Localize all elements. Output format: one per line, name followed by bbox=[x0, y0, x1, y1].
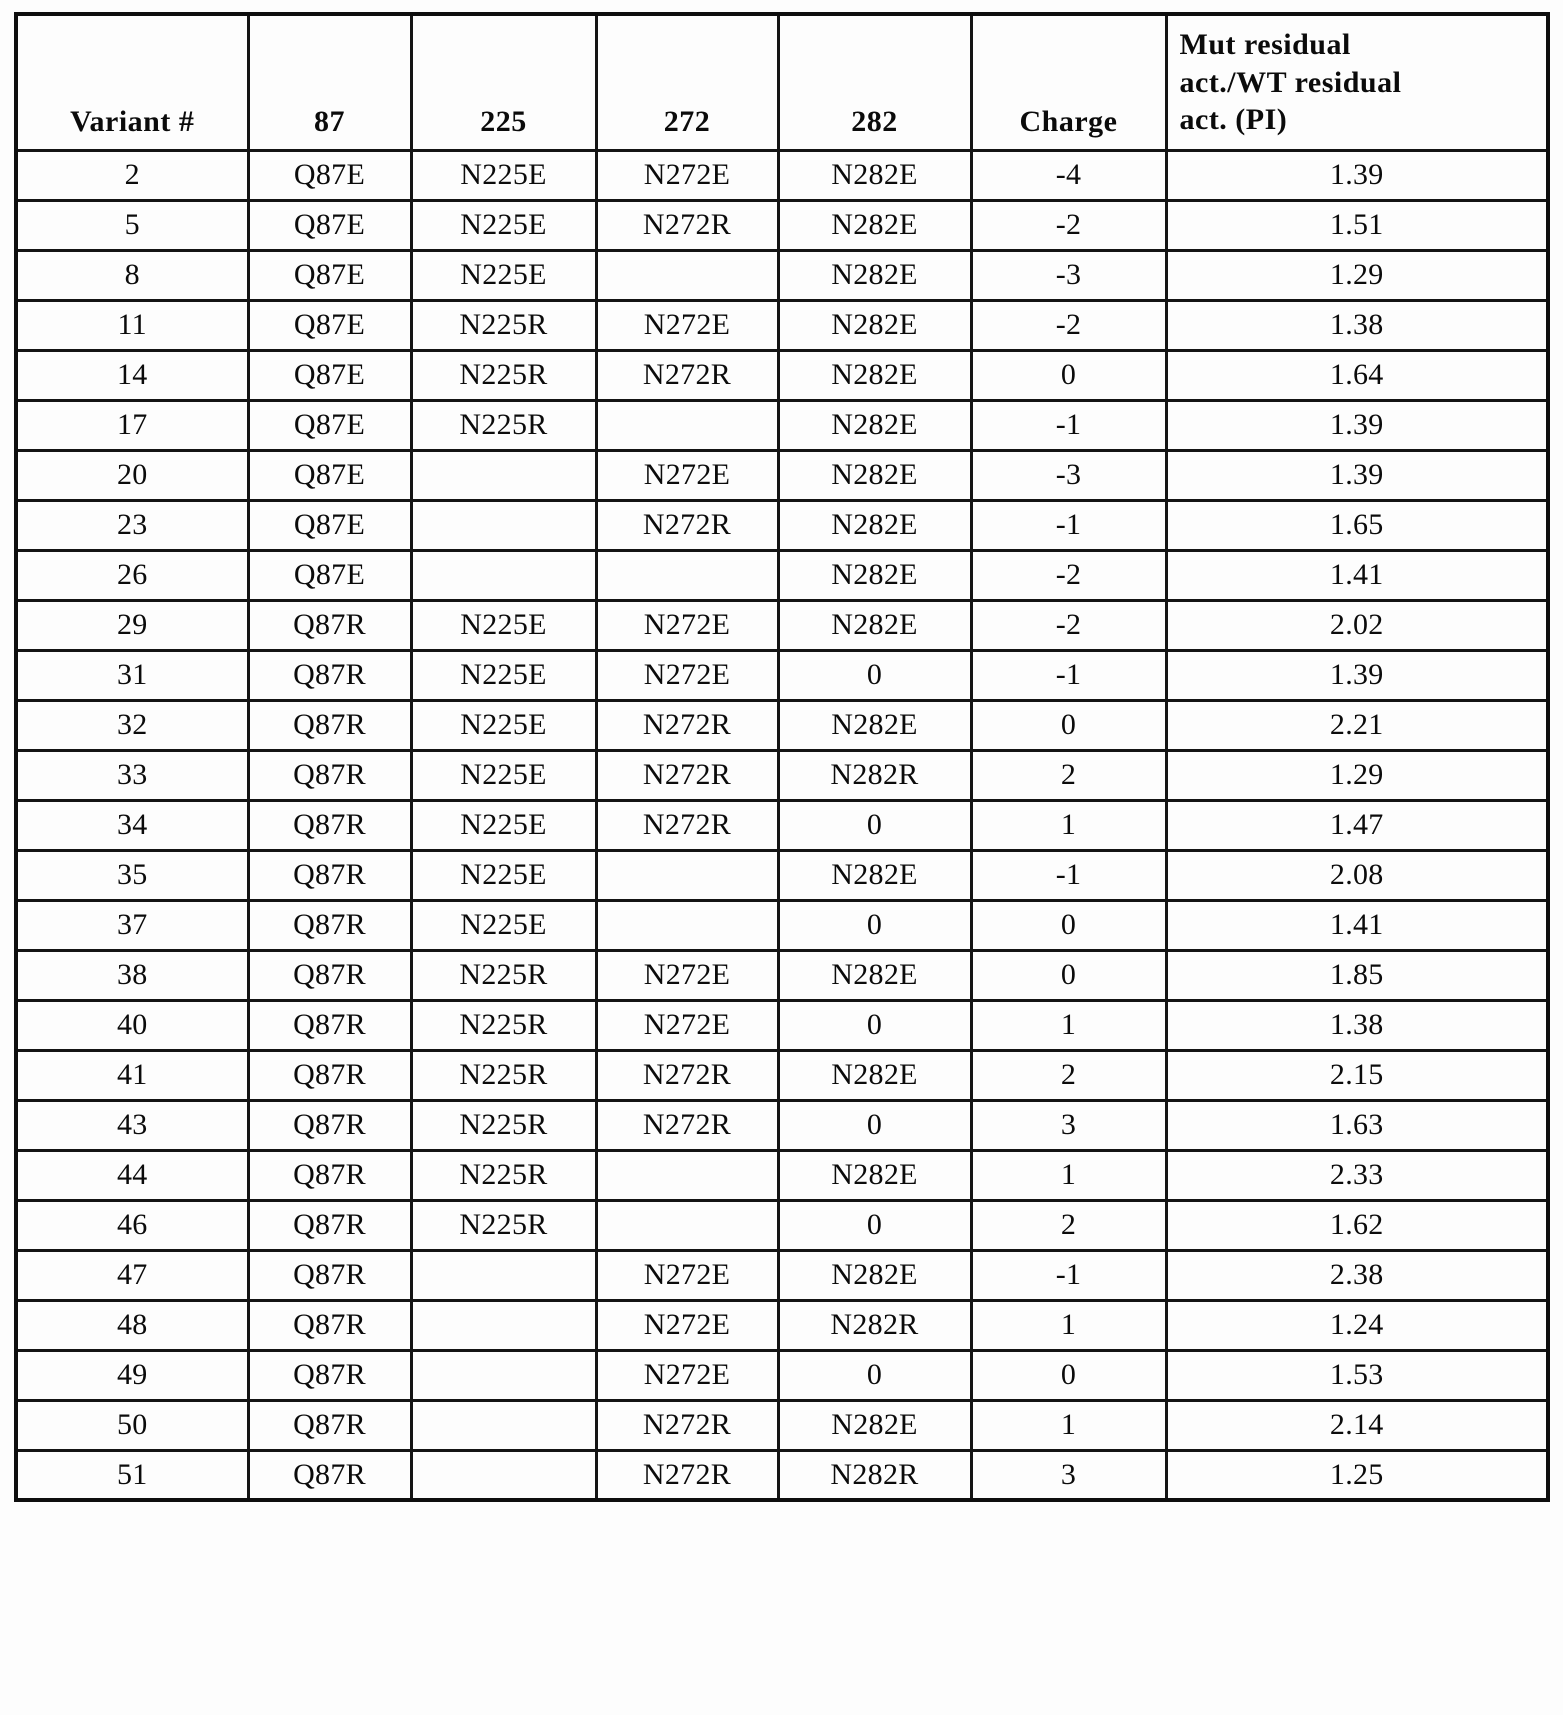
table-cell: N282E bbox=[778, 1250, 971, 1300]
table-cell: 1.47 bbox=[1166, 800, 1548, 850]
table-cell: 1.53 bbox=[1166, 1350, 1548, 1400]
table-cell: N225E bbox=[411, 650, 596, 700]
column-header-0: Variant # bbox=[16, 14, 248, 150]
table-cell: 0 bbox=[971, 700, 1166, 750]
table-cell: 1.24 bbox=[1166, 1300, 1548, 1350]
table-row bbox=[16, 1050, 1548, 1100]
table-cell: 0 bbox=[778, 1350, 971, 1400]
table-cell bbox=[596, 1150, 778, 1200]
table-cell: 0 bbox=[778, 900, 971, 950]
table-cell: N282E bbox=[778, 1150, 971, 1200]
table-cell: 2.21 bbox=[1166, 700, 1548, 750]
table-cell: N225R bbox=[411, 1100, 596, 1150]
table-cell: 1.51 bbox=[1166, 200, 1548, 250]
table-cell: N272E bbox=[596, 150, 778, 200]
table-cell bbox=[596, 550, 778, 600]
table-row bbox=[16, 700, 1548, 750]
table-cell: N272E bbox=[596, 600, 778, 650]
table-cell: 0 bbox=[971, 350, 1166, 400]
table-cell: N225E bbox=[411, 750, 596, 800]
table-cell: N225R bbox=[411, 350, 596, 400]
table-cell: 1.29 bbox=[1166, 250, 1548, 300]
table-cell: -2 bbox=[971, 200, 1166, 250]
table-cell: 1.38 bbox=[1166, 1000, 1548, 1050]
table-cell: Q87R bbox=[248, 800, 411, 850]
table-cell: 14 bbox=[16, 350, 248, 400]
table-cell: 23 bbox=[16, 500, 248, 550]
table-cell: 1.63 bbox=[1166, 1100, 1548, 1150]
table-cell: Q87E bbox=[248, 350, 411, 400]
table-cell: 31 bbox=[16, 650, 248, 700]
table-cell: 26 bbox=[16, 550, 248, 600]
table-row bbox=[16, 800, 1548, 850]
table-cell: -1 bbox=[971, 650, 1166, 700]
table-cell: N225R bbox=[411, 1200, 596, 1250]
table-cell: N282E bbox=[778, 1400, 971, 1450]
table-cell bbox=[411, 500, 596, 550]
table-cell: Q87E bbox=[248, 250, 411, 300]
table-cell: 1.39 bbox=[1166, 650, 1548, 700]
table-cell: 1.39 bbox=[1166, 150, 1548, 200]
table-cell: N272E bbox=[596, 1300, 778, 1350]
table-cell: Q87R bbox=[248, 1200, 411, 1250]
table-header bbox=[16, 14, 1548, 150]
table-row bbox=[16, 1350, 1548, 1400]
table-cell: 2 bbox=[971, 1200, 1166, 1250]
table-cell: Q87R bbox=[248, 1100, 411, 1150]
table-cell: 2.15 bbox=[1166, 1050, 1548, 1100]
table-cell: 40 bbox=[16, 1000, 248, 1050]
table-cell: N272E bbox=[596, 300, 778, 350]
table-row bbox=[16, 750, 1548, 800]
table-cell: 1.64 bbox=[1166, 350, 1548, 400]
table-cell: N272R bbox=[596, 1050, 778, 1100]
table-cell: 48 bbox=[16, 1300, 248, 1350]
header-row bbox=[16, 14, 1548, 150]
table-row bbox=[16, 150, 1548, 200]
column-header-1: 87 bbox=[248, 14, 411, 150]
table-cell: N282E bbox=[778, 200, 971, 250]
table-cell: N272R bbox=[596, 350, 778, 400]
table-row bbox=[16, 1150, 1548, 1200]
table-row bbox=[16, 250, 1548, 300]
table-cell: 0 bbox=[971, 900, 1166, 950]
table-cell: N282E bbox=[778, 450, 971, 500]
table-cell: 1.38 bbox=[1166, 300, 1548, 350]
variants-table bbox=[14, 12, 1550, 1502]
table-cell: 51 bbox=[16, 1450, 248, 1500]
table-cell: N282E bbox=[778, 300, 971, 350]
table-cell: 2.33 bbox=[1166, 1150, 1548, 1200]
table-cell: 20 bbox=[16, 450, 248, 500]
table-cell: 32 bbox=[16, 700, 248, 750]
table-cell: -2 bbox=[971, 550, 1166, 600]
table-cell: 2.38 bbox=[1166, 1250, 1548, 1300]
table-cell: -3 bbox=[971, 250, 1166, 300]
table-cell: 41 bbox=[16, 1050, 248, 1100]
table-cell: -4 bbox=[971, 150, 1166, 200]
table-cell: Q87R bbox=[248, 700, 411, 750]
table-cell bbox=[596, 250, 778, 300]
table-cell: 2.08 bbox=[1166, 850, 1548, 900]
table-cell: 3 bbox=[971, 1450, 1166, 1500]
table-cell: 1.29 bbox=[1166, 750, 1548, 800]
table-cell: N272R bbox=[596, 1400, 778, 1450]
table-cell: N225E bbox=[411, 800, 596, 850]
table-cell bbox=[411, 1300, 596, 1350]
column-header-label: Mut residual act./WT residual act. (PI) bbox=[1179, 28, 1402, 136]
table-cell: -3 bbox=[971, 450, 1166, 500]
table-cell: Q87R bbox=[248, 900, 411, 950]
table-cell: 8 bbox=[16, 250, 248, 300]
table-cell bbox=[411, 550, 596, 600]
table-cell: N225E bbox=[411, 700, 596, 750]
table-cell bbox=[596, 1200, 778, 1250]
table-cell: Q87R bbox=[248, 950, 411, 1000]
table-cell: N282R bbox=[778, 1300, 971, 1350]
table-cell: N282E bbox=[778, 700, 971, 750]
table-cell bbox=[411, 450, 596, 500]
table-cell: N225R bbox=[411, 1000, 596, 1050]
table-row bbox=[16, 300, 1548, 350]
table-cell: N282E bbox=[778, 400, 971, 450]
table-cell: N282E bbox=[778, 250, 971, 300]
table-cell: 1.25 bbox=[1166, 1450, 1548, 1500]
table-row bbox=[16, 450, 1548, 500]
table-cell: N225R bbox=[411, 1050, 596, 1100]
table-cell: 43 bbox=[16, 1100, 248, 1150]
table-cell: Q87E bbox=[248, 200, 411, 250]
table-cell: N282E bbox=[778, 150, 971, 200]
table-cell: N272R bbox=[596, 1450, 778, 1500]
table-cell bbox=[411, 1350, 596, 1400]
table-cell: N272R bbox=[596, 700, 778, 750]
table-cell: 17 bbox=[16, 400, 248, 450]
table-cell: 0 bbox=[971, 1350, 1166, 1400]
table-cell: 11 bbox=[16, 300, 248, 350]
table-cell: N272R bbox=[596, 800, 778, 850]
table-cell: N272R bbox=[596, 1100, 778, 1150]
table-cell: Q87R bbox=[248, 650, 411, 700]
table-row bbox=[16, 1000, 1548, 1050]
table-cell: 1.41 bbox=[1166, 550, 1548, 600]
table-cell: 0 bbox=[778, 1200, 971, 1250]
table-cell: N225E bbox=[411, 900, 596, 950]
table-cell: N225R bbox=[411, 400, 596, 450]
table-cell: Q87E bbox=[248, 500, 411, 550]
table-cell: 3 bbox=[971, 1100, 1166, 1150]
table-cell bbox=[596, 900, 778, 950]
table-cell: 44 bbox=[16, 1150, 248, 1200]
table-cell: N272R bbox=[596, 200, 778, 250]
table-cell: 37 bbox=[16, 900, 248, 950]
table-cell: N272R bbox=[596, 750, 778, 800]
table-row bbox=[16, 400, 1548, 450]
table-cell: N225R bbox=[411, 300, 596, 350]
table-row bbox=[16, 1100, 1548, 1150]
table-cell: N272E bbox=[596, 650, 778, 700]
table-row bbox=[16, 850, 1548, 900]
table-cell: Q87R bbox=[248, 1450, 411, 1500]
table-cell: 1 bbox=[971, 1400, 1166, 1450]
table-row bbox=[16, 1400, 1548, 1450]
table-cell: -1 bbox=[971, 850, 1166, 900]
table-cell: -1 bbox=[971, 400, 1166, 450]
table-cell: Q87R bbox=[248, 750, 411, 800]
table-cell: N225E bbox=[411, 850, 596, 900]
table-cell: 1.65 bbox=[1166, 500, 1548, 550]
column-header-4: 282 bbox=[778, 14, 971, 150]
table-cell: 2 bbox=[971, 750, 1166, 800]
table-cell: 2.02 bbox=[1166, 600, 1548, 650]
table-cell: 2 bbox=[16, 150, 248, 200]
table-cell: 2 bbox=[971, 1050, 1166, 1100]
column-header-5: Charge bbox=[971, 14, 1166, 150]
table-cell: N225E bbox=[411, 250, 596, 300]
table-cell: 0 bbox=[778, 800, 971, 850]
column-header-6 bbox=[1166, 14, 1548, 150]
table-cell: 46 bbox=[16, 1200, 248, 1250]
table-cell: Q87R bbox=[248, 1400, 411, 1450]
table-cell: 49 bbox=[16, 1350, 248, 1400]
table-cell bbox=[411, 1250, 596, 1300]
table-cell: 38 bbox=[16, 950, 248, 1000]
table-cell: 34 bbox=[16, 800, 248, 850]
table-cell: Q87E bbox=[248, 150, 411, 200]
table-cell: N272E bbox=[596, 950, 778, 1000]
table-cell: 1 bbox=[971, 800, 1166, 850]
column-header-2: 225 bbox=[411, 14, 596, 150]
table-row bbox=[16, 900, 1548, 950]
table-cell: Q87R bbox=[248, 1150, 411, 1200]
table-cell: 50 bbox=[16, 1400, 248, 1450]
table-cell: 0 bbox=[778, 1100, 971, 1150]
table-cell: 1.62 bbox=[1166, 1200, 1548, 1250]
table-cell: N282R bbox=[778, 750, 971, 800]
table-row bbox=[16, 550, 1548, 600]
table-cell: 1 bbox=[971, 1300, 1166, 1350]
table-cell: -2 bbox=[971, 600, 1166, 650]
table-cell bbox=[596, 400, 778, 450]
table-cell: 1.41 bbox=[1166, 900, 1548, 950]
table-body bbox=[16, 150, 1548, 1500]
table-cell: -2 bbox=[971, 300, 1166, 350]
table-cell: N282E bbox=[778, 950, 971, 1000]
table-row bbox=[16, 350, 1548, 400]
table-row bbox=[16, 600, 1548, 650]
table-cell: 0 bbox=[971, 950, 1166, 1000]
table-row bbox=[16, 1300, 1548, 1350]
table-cell: 1.39 bbox=[1166, 450, 1548, 500]
table-cell bbox=[411, 1450, 596, 1500]
table-cell: -1 bbox=[971, 500, 1166, 550]
table-cell: N272E bbox=[596, 1000, 778, 1050]
table-cell bbox=[411, 1400, 596, 1450]
table-cell: 33 bbox=[16, 750, 248, 800]
table-cell: 1.39 bbox=[1166, 400, 1548, 450]
table-cell: 0 bbox=[778, 650, 971, 700]
table-cell: N282E bbox=[778, 600, 971, 650]
table-cell: Q87R bbox=[248, 1000, 411, 1050]
table-row bbox=[16, 1200, 1548, 1250]
table-row bbox=[16, 1450, 1548, 1500]
table-cell: N225R bbox=[411, 1150, 596, 1200]
table-cell: N282E bbox=[778, 1050, 971, 1100]
table-cell: Q87E bbox=[248, 400, 411, 450]
table-cell: Q87E bbox=[248, 450, 411, 500]
table-row bbox=[16, 1250, 1548, 1300]
table-cell: Q87R bbox=[248, 1250, 411, 1300]
table-cell: 1 bbox=[971, 1150, 1166, 1200]
table-cell: N282E bbox=[778, 350, 971, 400]
table-cell: 5 bbox=[16, 200, 248, 250]
table-cell: 1 bbox=[971, 1000, 1166, 1050]
table-cell: -1 bbox=[971, 1250, 1166, 1300]
table-cell bbox=[596, 850, 778, 900]
table-cell: Q87R bbox=[248, 1350, 411, 1400]
table-row bbox=[16, 200, 1548, 250]
table-cell: 47 bbox=[16, 1250, 248, 1300]
table-cell: Q87R bbox=[248, 1300, 411, 1350]
table-row bbox=[16, 500, 1548, 550]
table-cell: N282E bbox=[778, 850, 971, 900]
table-row bbox=[16, 950, 1548, 1000]
table-cell: N225E bbox=[411, 150, 596, 200]
table-cell: N272E bbox=[596, 1350, 778, 1400]
table-cell: 0 bbox=[778, 1000, 971, 1050]
table-cell: N282R bbox=[778, 1450, 971, 1500]
table-cell: Q87R bbox=[248, 1050, 411, 1100]
table-cell: N282E bbox=[778, 500, 971, 550]
table-cell: N272E bbox=[596, 450, 778, 500]
table-cell: 29 bbox=[16, 600, 248, 650]
table-cell: N272E bbox=[596, 1250, 778, 1300]
table-cell: N225R bbox=[411, 950, 596, 1000]
table-cell: Q87E bbox=[248, 550, 411, 600]
table-cell: N272R bbox=[596, 500, 778, 550]
table-cell: Q87R bbox=[248, 600, 411, 650]
table-cell: N282E bbox=[778, 550, 971, 600]
table-cell: Q87E bbox=[248, 300, 411, 350]
table-cell: N225E bbox=[411, 200, 596, 250]
column-header-3: 272 bbox=[596, 14, 778, 150]
table-row bbox=[16, 650, 1548, 700]
table-cell: 2.14 bbox=[1166, 1400, 1548, 1450]
table-cell: N225E bbox=[411, 600, 596, 650]
table-cell: 35 bbox=[16, 850, 248, 900]
table-cell: 1.85 bbox=[1166, 950, 1548, 1000]
table-cell: Q87R bbox=[248, 850, 411, 900]
